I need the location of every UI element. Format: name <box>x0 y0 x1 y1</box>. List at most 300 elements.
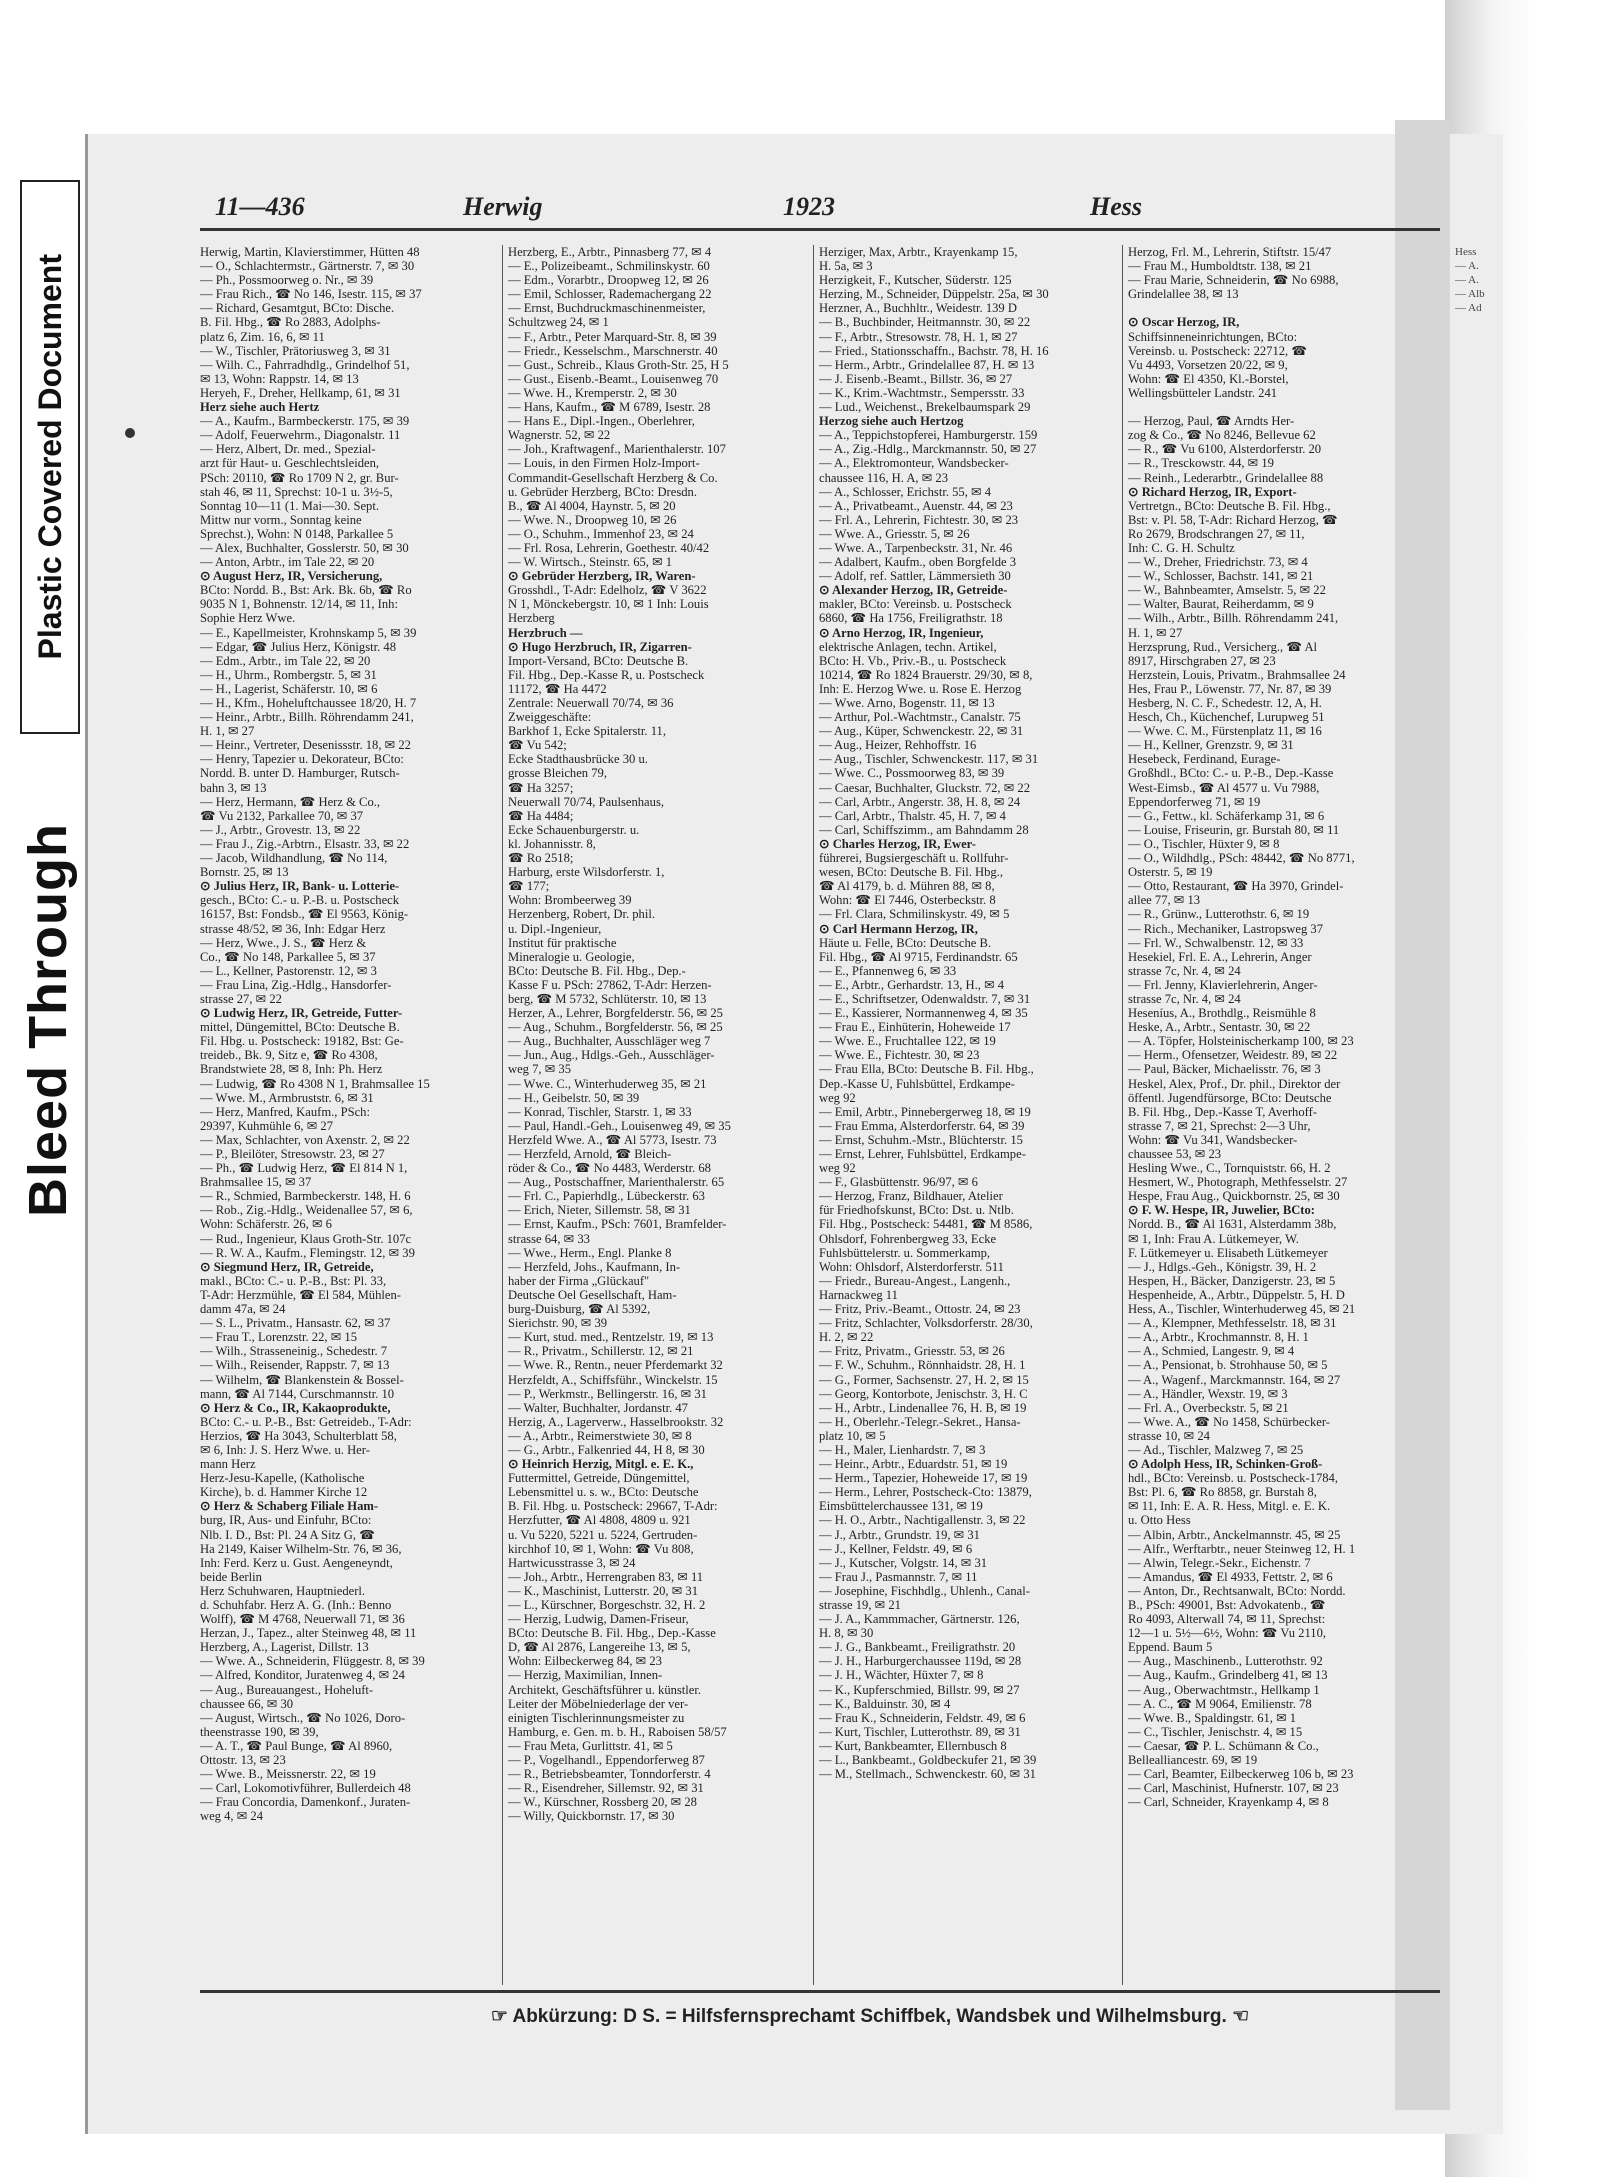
directory-entry-line: — Adolf, ref. Sattler, Lämmersieth 30 <box>819 569 1011 584</box>
directory-entry-line: — Heinr., Vertreter, Desenissstr. 18, ✉ 22 <box>200 738 411 753</box>
directory-entry-line: Herzigkeit, F., Kutscher, Süderstr. 125 <box>819 273 1012 288</box>
directory-entry-line: ⊙ Adolph Hess, IR, Schinken-Groß- <box>1128 1457 1323 1472</box>
footer-rule <box>200 1990 1440 1993</box>
directory-entry-line: — S. L., Privatm., Hansastr. 62, ✉ 37 <box>200 1316 391 1331</box>
directory-entry-line: — Ernst, Buchdruckmaschinenmeister, <box>508 301 706 316</box>
directory-entry-line: weg 4, ✉ 24 <box>200 1809 264 1824</box>
directory-entry-line: — H., Arbtr., Lindenallee 76, H. B, ✉ 19 <box>819 1400 1027 1415</box>
plastic-covered-label <box>20 180 80 734</box>
directory-entry-line: — Frau Lina, Zig.-Hdlg., Hansdorfer- <box>200 977 392 992</box>
directory-entry-line: — Herzog, Paul, ☎ Arndts Her- <box>1128 414 1295 429</box>
directory-entry-line: Heryeh, F., Dreher, Hellkamp, 61, ✉ 31 <box>200 385 401 400</box>
directory-entry-line: allee 77, ✉ 13 <box>1128 893 1201 908</box>
directory-entry-line: 6860, ☎ Ha 1756, Freiligrathstr. 18 <box>819 611 1003 626</box>
directory-entry-line: — Ernst, Kaufm., PSch: 7601, Bramfelder- <box>508 1217 727 1232</box>
directory-entry-line: — Richard, Gesamtgut, BCto: Dische. <box>200 301 395 316</box>
directory-entry-line: — L., Kellner, Pastorenstr. 12, ✉ 3 <box>200 963 377 978</box>
directory-entry-line: Deutsche Oel Gesellschaft, Ham- <box>508 1287 677 1302</box>
directory-entry-line: strasse 64, ✉ 33 <box>508 1231 590 1246</box>
directory-entry-line: u. Otto Hess <box>1128 1513 1191 1528</box>
directory-entry-line: — Wwe. C. M., Fürstenplatz 11, ✉ 16 <box>1128 724 1322 739</box>
directory-entry-line: — Frau Marie, Schneiderin, ☎ No 6988, <box>1128 273 1339 288</box>
directory-entry-line: — O., Tischler, Hüxter 9, ✉ 8 <box>1128 836 1280 851</box>
directory-entry-line: — A., Schmied, Langestr. 9, ✉ 4 <box>1128 1344 1295 1359</box>
fragment-line: — Alb <box>1455 288 1485 300</box>
directory-entry-line: — Adolf, Feuerwehrm., Diagonalstr. 11 <box>200 428 401 443</box>
directory-entry-line: — G., Former, Sachsenstr. 27, H. 2, ✉ 15 <box>819 1372 1029 1387</box>
directory-entry-line: — Jun., Aug., Hdlgs.-Geh., Ausschläger- <box>508 1048 715 1063</box>
directory-entry-line: — Aug., Bureauangest., Hoheluft- <box>200 1682 374 1697</box>
directory-entry-line: makl., BCto: C.- u. P.-B., Bst: Pl. 33, <box>200 1273 387 1288</box>
directory-entry-line: ☎ Al 4179, b. d. Mühren 88, ✉ 8, <box>819 879 995 894</box>
directory-entry-line: — Frl. Clara, Schmilinskystr. 49, ✉ 5 <box>819 907 1010 922</box>
directory-entry-line: — Herz, Wwe., J. S., ☎ Herz & <box>200 935 367 950</box>
directory-entry-line: Harnackweg 11 <box>819 1287 898 1302</box>
directory-entry-line: Großhdl., BCto: C.- u. P.-B., Dep.-Kasse <box>1128 766 1334 781</box>
directory-entry-line: Schiffsinneneinrichtungen, BCto: <box>1128 329 1298 344</box>
directory-entry-line: Bellealliancestr. 69, ✉ 19 <box>1128 1753 1258 1768</box>
directory-entry-line: — F., Arbtr., Stresowstr. 78, H. 1, ✉ 27 <box>819 329 1018 344</box>
directory-entry-line: — Fritz, Privatm., Griesstr. 53, ✉ 26 <box>819 1344 1005 1359</box>
directory-entry-line: — C., Tischler, Jenischstr. 4, ✉ 15 <box>1128 1724 1303 1739</box>
directory-entry-line: — Herm., Tapezier, Hoheweide 17, ✉ 19 <box>819 1471 1028 1486</box>
directory-entry-line: u. Vu 5220, 5221 u. 5224, Gertruden- <box>508 1527 698 1542</box>
directory-entry-line: — Paul, Bäcker, Michaelisstr. 76, ✉ 3 <box>1128 1062 1321 1077</box>
directory-entry-line: — W., Schlosser, Bachstr. 141, ✉ 21 <box>1128 569 1314 584</box>
directory-entry-line: strasse 7c, Nr. 4, ✉ 24 <box>1128 963 1241 978</box>
directory-entry-line: kl. Johannisstr. 8, <box>508 836 596 851</box>
directory-entry-line: 12—1 u. 5½—6½, Wohn: ☎ Vu 2110, <box>1128 1626 1327 1641</box>
directory-entry-line: — Frl. C., Papierhdlg., Lübeckerstr. 63 <box>508 1189 705 1204</box>
directory-entry-line: Ottostr. 13, ✉ 23 <box>200 1753 286 1768</box>
directory-entry-line: — Frau E., Einhüterin, Hoheweide 17 <box>819 1020 1011 1035</box>
directory-column-1 <box>200 245 500 1985</box>
directory-entry-line: strasse 7c, Nr. 4, ✉ 24 <box>1128 991 1241 1006</box>
directory-entry-line: — Wwe. A., ☎ No 1458, Schürbecker- <box>1128 1414 1330 1429</box>
directory-entry-line: — H., Kellner, Grenzstr. 9, ✉ 31 <box>1128 738 1294 753</box>
directory-entry-line: Eppend. Baum 5 <box>1128 1640 1213 1655</box>
directory-entry-line: stah 46, ✉ 11, Sprechst: 10-1 u. 3½-5, <box>200 484 393 499</box>
directory-entry-line: ⊙ Ludwig Herz, IR, Getreide, Futter- <box>200 1006 403 1021</box>
directory-entry-line: 9035 N 1, Bohnenstr. 12/14, ✉ 11, Inh: <box>200 597 398 612</box>
directory-entry-line: Ecke Schauenburgerstr. u. <box>508 822 640 837</box>
directory-entry-line: — H., Kfm., Hoheluftchaussee 18/20, H. 7 <box>200 696 417 710</box>
directory-entry-line: Häute u. Felle, BCto: Deutsche B. <box>819 935 992 950</box>
directory-entry-line: Ro 4093, Alterwall 74, ✉ 11, Sprechst: <box>1128 1612 1326 1627</box>
directory-entry-line: Herzer, A., Lehrer, Borgfelderstr. 56, ✉ 25 <box>508 1006 723 1021</box>
directory-entry-line: — Frl. Rosa, Lehrerin, Goethestr. 40/42 <box>508 540 710 555</box>
directory-entry-line: BCto: Nordd. B., Bst: Ark. Bk. 6b, ☎ Ro <box>200 583 412 598</box>
directory-entry-line: Herzenberg, Robert, Dr. phil. <box>508 907 656 922</box>
directory-entry-line: — Alfred, Konditor, Juratenweg 4, ✉ 24 <box>200 1668 405 1683</box>
directory-entry-line: Herzner, A., Buchhltr., Weidestr. 139 D <box>819 301 1017 316</box>
directory-entry-line: — Herzfeld, Arnold, ☎ Bleich- <box>508 1147 672 1161</box>
directory-entry-line: — Anton, Arbtr., im Tale 22, ✉ 20 <box>200 555 375 570</box>
directory-entry-line: BCto: Deutsche B. Fil. Hbg., Dep.- <box>508 963 686 978</box>
directory-entry-line: Fil. Hbg., Postscheck: 54481, ☎ M 8586, <box>819 1217 1033 1232</box>
directory-entry-line: — Joh., Arbtr., Herrengraben 83, ✉ 11 <box>508 1569 704 1584</box>
directory-entry-line: Nordd. B., ☎ Al 1631, Alsterdamm 38b, <box>1128 1217 1337 1232</box>
directory-entry-line: Eimsbüttelerchaussee 131, ✉ 19 <box>819 1499 983 1514</box>
directory-entry-line: — A., Teppichstopferei, Hamburgerstr. 159 <box>819 428 1038 443</box>
directory-entry-line: — Alfr., Werftarbtr., neuer Steinweg 12, H. 1 <box>1128 1541 1356 1556</box>
directory-entry-line: H. 2, ✉ 22 <box>819 1330 874 1345</box>
directory-entry-line: — Frau Rich., ☎ No 146, Isestr. 115, ✉ 37 <box>200 287 422 302</box>
directory-entry-line: Herz-Jesu-Kapelle, (Katholische <box>200 1471 365 1486</box>
directory-entry-line: — Heinr., Arbtr., Billh. Röhrendamm 241, <box>200 710 414 725</box>
directory-entry-line: — J., Hdlgs.-Geh., Königstr. 39, H. 2 <box>1128 1259 1317 1274</box>
directory-entry-line: Kasse F u. PSch: 27862, T-Adr: Herzen- <box>508 977 712 992</box>
directory-entry-line: — L., Bankbeamt., Goldbeckufer 21, ✉ 39 <box>819 1753 1037 1768</box>
directory-entry-line: Brahmsallee 15, ✉ 37 <box>200 1175 312 1190</box>
directory-entry-line: T-Adr: Herzmühle, ☎ El 584, Mühlen- <box>200 1287 401 1302</box>
directory-entry-line: strasse 48/52, ✉ 36, Inh: Edgar Herz <box>200 921 386 936</box>
directory-entry-line: H. 1, ✉ 27 <box>200 724 255 739</box>
directory-entry-line: — W., Bahnbeamter, Amselstr. 5, ✉ 22 <box>1128 583 1326 598</box>
directory-entry-line: — Fritz, Priv.-Beamt., Ottostr. 24, ✉ 23 <box>819 1302 1021 1317</box>
directory-entry-line: — Louis, in den Firmen Holz-Import- <box>508 456 700 471</box>
directory-entry-line: ⊙ Charles Herzog, IR, Ewer- <box>819 836 976 851</box>
directory-entry-line: ✉ 6, Inh: J. S. Herz Wwe. u. Her- <box>200 1442 370 1457</box>
directory-entry-line: berg, ☎ M 5732, Schlüterstr. 10, ✉ 13 <box>508 991 707 1006</box>
directory-entry-line: — Wilhelm, ☎ Blankenstein & Bossel- <box>200 1372 404 1387</box>
directory-entry-line: — A., Kaufm., Barmbeckerstr. 175, ✉ 39 <box>200 414 410 429</box>
directory-entry-line: Herzberg <box>508 611 555 626</box>
directory-entry-line: Hess, A., Tischler, Winterhuderweg 45, ✉ 21 <box>1128 1302 1356 1317</box>
directory-entry-line: — E., Pfannenweg 6, ✉ 33 <box>819 963 957 978</box>
directory-entry-line: — K., Kupferschmied, Billstr. 99, ✉ 27 <box>819 1682 1020 1697</box>
header-name-right: Hess <box>1090 192 1142 221</box>
header-rule <box>200 228 1440 231</box>
directory-entry-line: u. Gebrüder Herzberg, BCto: Dresdn. <box>508 484 697 499</box>
directory-entry-line: Wohn: ☎ El 4350, Kl.-Borstel, <box>1128 371 1289 386</box>
directory-entry-line: Herzstein, Louis, Privatm., Brahmsallee 24 <box>1128 667 1346 682</box>
directory-entry-line: — Jacob, Wildhandlung, ☎ No 114, <box>200 851 388 866</box>
directory-entry-line: — Wwe. Arno, Bogenstr. 11, ✉ 13 <box>819 696 995 710</box>
directory-entry-line: H. 8, ✉ 30 <box>819 1626 874 1641</box>
directory-entry-line: ☎ Vu 542; <box>508 738 567 753</box>
directory-entry-line: — R., Eisendreher, Sillemstr. 92, ✉ 31 <box>508 1781 704 1796</box>
directory-entry-line: Herzog siehe auch Hertzog <box>819 414 964 429</box>
directory-entry-line: Wohn: ☎ Vu 341, Wandsbecker- <box>1128 1132 1298 1147</box>
directory-entry-line: Bornstr. 25, ✉ 13 <box>200 865 289 880</box>
directory-entry-line: — Herz, Manfred, Kaufm., PSch: <box>200 1104 370 1119</box>
directory-entry-line: Sierichstr. 90, ✉ 39 <box>508 1316 608 1331</box>
directory-entry-line: Ohlsdorf, Fohrenbergweg 33, Ecke <box>819 1231 997 1246</box>
directory-entry-line: ⊙ Hugo Herzbruch, IR, Zigarren- <box>508 639 692 654</box>
directory-entry-line: — Reinh., Lederarbtr., Grindelallee 88 <box>1128 470 1324 485</box>
directory-entry-line: — F., Arbtr., Peter Marquard-Str. 8, ✉ 39 <box>508 329 717 344</box>
directory-entry-line: Herzing, M., Schneider, Düppelstr. 25a, ✉ 30 <box>819 287 1049 302</box>
directory-entry-line: — R., ☎ Vu 6100, Alsterdorferstr. 20 <box>1128 442 1322 457</box>
directory-entry-line: Herwig, Martin, Klavierstimmer, Hütten 48 <box>200 245 420 259</box>
directory-entry-line: B. Fil. Hbg. u. Postscheck: 29667, T-Adr: <box>508 1499 718 1514</box>
directory-entry-line: Architekt, Geschäftsführer u. künstler. <box>508 1682 702 1697</box>
directory-entry-line: zog & Co., ☎ No 8246, Bellevue 62 <box>1128 428 1316 443</box>
directory-entry-line: — Erich, Nieter, Sillemstr. 58, ✉ 31 <box>508 1203 691 1218</box>
directory-entry-line: Vereinsb. u. Postscheck: 22712, ☎ <box>1128 343 1308 358</box>
directory-entry-line: — F. W., Schuhm., Rönnhaidstr. 28, H. 1 <box>819 1358 1026 1373</box>
directory-entry-line: — H. O., Arbtr., Nachtigallenstr. 3, ✉ 22 <box>819 1513 1026 1528</box>
directory-entry-line: — A., Klempner, Methfesselstr. 18, ✉ 31 <box>1128 1316 1337 1331</box>
directory-entry-line: — Friedr., Kesselschm., Marschnerstr. 40 <box>508 343 718 358</box>
directory-entry-line: Sophie Herz Wwe. <box>200 611 296 626</box>
directory-entry-line: — R., Tresckowstr. 44, ✉ 19 <box>1128 456 1274 471</box>
directory-entry-line: — K., Krim.-Wachtmstr., Sempersstr. 33 <box>819 385 1025 400</box>
directory-entry-line: — J., Arbtr., Grovestr. 13, ✉ 22 <box>200 822 361 837</box>
directory-entry-line: Wohn: Eilbeckerweg 84, ✉ 23 <box>508 1654 662 1669</box>
directory-entry-line: ⊙ F. W. Hespe, IR, Juwelier, BCto: <box>1128 1203 1315 1218</box>
directory-entry-line: Schultzweg 24, ✉ 1 <box>508 315 609 330</box>
directory-entry-line: — Ad., Tischler, Malzweg 7, ✉ 25 <box>1128 1442 1304 1457</box>
directory-entry-line: — Wwe. R., Rentn., neuer Pferdemarkt 32 <box>508 1358 723 1373</box>
directory-entry-line: — O., Schlachtermstr., Gärtnerstr. 7, ✉ 30 <box>200 259 415 274</box>
directory-entry-line: — P., Bleilöter, Stresowstr. 23, ✉ 27 <box>200 1147 385 1161</box>
directory-entry-line: — Amandus, ☎ El 4933, Fettstr. 2, ✉ 6 <box>1128 1569 1333 1584</box>
directory-entry-line: Wagnerstr. 52, ✉ 22 <box>508 428 611 443</box>
directory-entry-line: — R., Betriebsbeamter, Tonndorferstr. 4 <box>508 1767 711 1782</box>
directory-entry-line: — Aug., Küper, Schwenckestr. 22, ✉ 31 <box>819 724 1024 739</box>
directory-entry-line: Wellingsbütteler Landstr. 241 <box>1128 385 1278 400</box>
directory-entry-line: — Friedr., Bureau-Angest., Langenh., <box>819 1273 1011 1288</box>
directory-entry-line: Mittw nur vorm., Sonntag keine <box>200 512 362 527</box>
directory-entry-line: Herzog, Frl. M., Lehrerin, Stiftstr. 15/47 <box>1128 245 1332 259</box>
directory-entry-line: — A., Pensionat, b. Strohhause 50, ✉ 5 <box>1128 1358 1328 1373</box>
directory-entry-line: Herz Schuhwaren, Hauptniederl. <box>200 1583 366 1598</box>
directory-entry-line: Hesling Wwe., C., Tornquiststr. 66, H. 2 <box>1128 1161 1331 1176</box>
directory-entry-line: — Paul, Handl.-Geh., Louisenweg 49, ✉ 35 <box>508 1118 731 1133</box>
directory-entry-line: — Rud., Ingenieur, Klaus Groth-Str. 107c <box>200 1231 412 1246</box>
directory-entry-line: Commandit-Gesellschaft Herzberg & Co. <box>508 470 718 485</box>
directory-entry-line: makler, BCto: Vereinsb. u. Postscheck <box>819 597 1012 612</box>
directory-entry-line: — A. Töpfer, Holsteinischerkamp 100, ✉ 23 <box>1128 1034 1354 1049</box>
directory-entry-line: — Aug., Heizer, Rehhoffstr. 16 <box>819 738 977 753</box>
directory-entry-line: Zweiggeschäfte: <box>508 710 592 725</box>
punch-hole <box>125 428 135 438</box>
directory-entry-line: Kirche), b. d. Hammer Kirche 12 <box>200 1485 368 1500</box>
directory-entry-line: — Herzig, Maximilian, Innen- <box>508 1668 663 1683</box>
directory-entry-line: — Aug., Kaufm., Grindelberg 41, ✉ 13 <box>1128 1668 1328 1683</box>
plastic-covered-text: Plastic Covered Document <box>31 254 68 660</box>
directory-entry-line: weg 92 <box>819 1161 856 1176</box>
directory-entry-line: — R., Grünw., Lutterothstr. 6, ✉ 19 <box>1128 907 1310 922</box>
directory-entry-line: ⊙ Carl Hermann Herzog, IR, <box>819 921 978 936</box>
directory-entry-line: — P., Vogelhandl., Eppendorferweg 87 <box>508 1753 705 1768</box>
directory-entry-line: burg-Duisburg, ☎ Al 5392, <box>508 1302 651 1317</box>
directory-entry-line: Wohn: Schäferstr. 26, ✉ 6 <box>200 1217 332 1232</box>
directory-entry-line: Herz siehe auch Hertz <box>200 400 320 415</box>
directory-entry-line: ✉ 1, Inh: Frau A. Lütkemeyer, W. <box>1128 1231 1299 1246</box>
directory-entry-line: — W., Kürschner, Rossberg 20, ✉ 28 <box>508 1795 697 1810</box>
directory-entry-line: kirchhof 10, ✉ 1, Wohn: ☎ Vu 808, <box>508 1541 694 1556</box>
directory-entry-line: — Wwe. M., Armbruststr. 6, ✉ 31 <box>200 1090 374 1105</box>
directory-entry-line: — Ernst, Schuhm.-Mstr., Blüchterstr. 15 <box>819 1132 1023 1147</box>
directory-entry-line: — Herm., Lehrer, Postscheck-Cto: 13879, <box>819 1485 1032 1500</box>
directory-entry-line: — W. Wirtsch., Steinstr. 65, ✉ 1 <box>508 555 673 570</box>
directory-entry-line: — P., Werkmstr., Bellingerstr. 16, ✉ 31 <box>508 1386 707 1401</box>
directory-entry-line: — Fried., Stationsschaffn., Bachstr. 78, H. 16 <box>819 343 1049 358</box>
directory-entry-line: — Carl, Schiffszimm., am Bahndamm 28 <box>819 822 1029 837</box>
directory-entry-line: — Carl, Schneider, Krayenkamp 4, ✉ 8 <box>1128 1795 1329 1810</box>
directory-entry-line: — R. W. A., Kaufm., Flemingstr. 12, ✉ 39 <box>200 1245 415 1260</box>
directory-entry-line: — A. T., ☎ Paul Bunge, ☎ Al 8960, <box>200 1738 393 1753</box>
directory-entry-line: N 1, Mönckebergstr. 10, ✉ 1 Inh: Louis <box>508 597 709 612</box>
directory-entry-line: Bst: v. Pl. 58, T-Adr: Richard Herzog, ☎ <box>1128 512 1338 527</box>
directory-entry-line: — J. H., Harburgerchaussee 119d, ✉ 28 <box>819 1654 1022 1669</box>
directory-entry-line: — Fritz, Schlachter, Volksdorferstr. 28/30, <box>819 1316 1033 1331</box>
directory-entry-line: — Frau Ella, BCto: Deutsche B. Fil. Hbg., <box>819 1062 1034 1077</box>
header-year: 1923 <box>783 192 835 221</box>
directory-entry-line: — H., Uhrm., Rombergstr. 5, ✉ 31 <box>200 667 377 682</box>
directory-entry-line: — Rob., Zig.-Hdlg., Weidenallee 57, ✉ 6, <box>200 1203 413 1218</box>
directory-entry-line: — Joh., Kraftwagenf., Marienthalerstr. 107 <box>508 442 726 457</box>
directory-entry-line: F. Lütkemeyer u. Elisabeth Lütkemeyer <box>1128 1245 1328 1260</box>
directory-entry-line: chaussee 66, ✉ 30 <box>200 1696 294 1711</box>
directory-entry-line: — Alwin, Telegr.-Sekr., Eichenstr. 7 <box>1128 1555 1311 1570</box>
directory-entry-line: Lebensmittel u. s. w., BCto: Deutsche <box>508 1485 699 1500</box>
directory-entry-line: — Gust., Eisenb.-Beamt., Louisenweg 70 <box>508 371 719 386</box>
directory-entry-line: — H., Lagerist, Schäferstr. 10, ✉ 6 <box>200 681 378 696</box>
directory-entry-line: — Kurt, Bankbeamter, Ellernbusch 8 <box>819 1738 1007 1753</box>
directory-entry-line: — E., Kapellmeister, Krohnskamp 5, ✉ 39 <box>200 625 417 640</box>
directory-entry-line: Hartwicusstrasse 3, ✉ 24 <box>508 1555 636 1570</box>
directory-entry-line: — Caesar, Buchhalter, Gluckstr. 72, ✉ 22 <box>819 780 1030 795</box>
directory-entry-line: PSch: 20110, ☎ Ro 1709 N 2, gr. Bur- <box>200 470 399 485</box>
directory-entry-line: — Carl, Arbtr., Angerstr. 38, H. 8, ✉ 24 <box>819 794 1021 809</box>
directory-entry-line: burg, IR, Aus- und Einfuhr, BCto: <box>200 1513 372 1528</box>
directory-entry-line: chaussee 116, H. A, ✉ 23 <box>819 470 949 485</box>
directory-entry-line: — Wwe. H., Kremperstr. 2, ✉ 30 <box>508 385 677 400</box>
directory-entry-line: einigten Tischlerinnungsmeister zu <box>508 1710 685 1725</box>
directory-entry-line: Zentrale: Neuerwall 70/74, ✉ 36 <box>508 696 674 710</box>
directory-entry-line: — Carl, Beamter, Eilbeckerweg 106 b, ✉ 23 <box>1128 1767 1354 1782</box>
directory-entry-line: — A., Arbtr., Reimerstwiete 30, ✉ 8 <box>508 1428 692 1443</box>
directory-entry-line: — Frau K., Schneiderin, Feldstr. 49, ✉ 6 <box>819 1710 1026 1725</box>
directory-entry-line: Fil. Hbg. u. Postscheck: 19182, Bst: Ge- <box>200 1034 404 1049</box>
directory-entry-line: Hesch, Ch., Küchenchef, Lurupweg 51 <box>1128 710 1325 725</box>
directory-entry-line: 29397, Kuhmühle 6, ✉ 27 <box>200 1118 333 1133</box>
directory-entry-line: — Aug., Schuhm., Borgfelderstr. 56, ✉ 25 <box>508 1020 723 1035</box>
directory-entry-line: röder & Co., ☎ No 4483, Werderstr. 68 <box>508 1161 711 1176</box>
directory-entry-line: — Henry, Tapezier u. Dekorateur, BCto: <box>200 752 404 767</box>
directory-entry-line: — Wwe. C., Possmoorweg 83, ✉ 39 <box>819 766 1005 781</box>
directory-entry-line: — Herzog, Franz, Bildhauer, Atelier <box>819 1189 1003 1204</box>
directory-entry-line: Hesmert, W., Photograph, Methfesselstr. 27 <box>1128 1175 1348 1190</box>
directory-entry-line: — Frau T., Lorenzstr. 22, ✉ 15 <box>200 1330 357 1345</box>
page-ref: 11—436 <box>215 192 305 221</box>
directory-entry-line: — B., Buchbinder, Heitmannstr. 30, ✉ 22 <box>819 315 1031 330</box>
directory-entry-line: mittel, Düngemittel, BCto: Deutsche B. <box>200 1020 400 1035</box>
fragment-line: — Ad <box>1455 302 1482 314</box>
directory-entry-line: D, ☎ Al 2876, Langereihe 13, ✉ 5, <box>508 1640 691 1655</box>
column-divider <box>1122 245 1123 1985</box>
directory-entry-line: — Wilh. C., Fahrradhdlg., Grindelhof 51, <box>200 357 410 372</box>
directory-entry-line: Futtermittel, Getreide, Düngemittel, <box>508 1471 690 1486</box>
directory-entry-line: — A. C., ☎ M 9064, Emilienstr. 78 <box>1128 1696 1312 1711</box>
directory-entry-line: — Wwe. E., Fichtestr. 30, ✉ 23 <box>819 1048 980 1063</box>
directory-entry-line: Herzfeld Wwe. A., ☎ Al 5773, Isestr. 73 <box>508 1132 717 1147</box>
directory-entry-line: — Wilh., Reisender, Rappstr. 7, ✉ 13 <box>200 1358 390 1373</box>
directory-entry-line: B., ☎ Al 4004, Haynstr. 5, ✉ 20 <box>508 498 676 513</box>
directory-entry-line: — Willy, Quickbornstr. 17, ✉ 30 <box>508 1809 675 1824</box>
directory-entry-line: Nlb. I. D., Bst: Pl. 24 A Sitz G, ☎ <box>200 1527 375 1542</box>
directory-entry-line: — Aug., Maschinenb., Lutterothstr. 92 <box>1128 1654 1323 1669</box>
directory-entry-line: Herziger, Max, Arbtr., Krayenkamp 15, <box>819 245 1018 259</box>
directory-entry-line: für Friedhofskunst, BCto: Dst. u. Ntlb. <box>819 1203 1014 1218</box>
directory-entry-line: — Aug., Tischler, Schwenckestr. 117, ✉ 31 <box>819 752 1039 767</box>
directory-entry-line: — Max, Schlachter, von Axenstr. 2, ✉ 22 <box>200 1132 410 1147</box>
directory-entry-line: — Carl, Arbtr., Thalstr. 45, H. 7, ✉ 4 <box>819 808 1006 823</box>
directory-column-4 <box>1128 245 1438 1985</box>
directory-entry-line: — Herz, Hermann, ☎ Herz & Co., <box>200 794 381 809</box>
directory-entry-line: — Rich., Mechaniker, Lastropsweg 37 <box>1128 921 1323 936</box>
directory-entry-line: — Wilh., Arbtr., Billh. Röhrendamm 241, <box>1128 611 1339 626</box>
directory-entry-line: führerei, Bugsiergeschäft u. Rollfuhr- <box>819 851 1009 866</box>
directory-entry-line: strasse 19, ✉ 21 <box>819 1598 901 1612</box>
directory-entry-line: — E., Arbtr., Gerhardstr. 13, H., ✉ 4 <box>819 977 1005 992</box>
directory-entry-line: Institut für praktische <box>508 935 617 950</box>
directory-entry-line: — A., Privatbeamt., Auenstr. 44, ✉ 23 <box>819 498 1013 513</box>
adjacent-page-fragment <box>1455 245 1485 315</box>
directory-entry-line: — Alex, Buchhalter, Gosslerstr. 50, ✉ 30 <box>200 540 409 555</box>
directory-entry-line: platz 10, ✉ 5 <box>819 1428 886 1443</box>
directory-entry-line: — H., Oberlehr.-Telegr.-Sekret., Hansa- <box>819 1414 1021 1429</box>
directory-entry-line: Hesekiel, Frl. E. A., Lehrerin, Anger <box>1128 949 1312 964</box>
directory-entry-line: Wohn: ☎ El 7446, Osterbeckstr. 8 <box>819 893 996 908</box>
directory-entry-line: — Albin, Arbtr., Anckelmannstr. 45, ✉ 25 <box>1128 1527 1341 1542</box>
directory-entry-line: theenstrasse 190, ✉ 39, <box>200 1724 319 1739</box>
directory-entry-line: strasse 10, ✉ 24 <box>1128 1428 1210 1443</box>
directory-entry-line: — Aug., Buchhalter, Ausschläger weg 7 <box>508 1034 711 1049</box>
directory-entry-line: — M., Stellmach., Schwenckestr. 60, ✉ 31 <box>819 1767 1036 1782</box>
directory-entry-line: — Emil, Schlosser, Rademachergang 22 <box>508 287 712 302</box>
directory-entry-line: 16157, Bst: Fondsb., ☎ El 9563, König- <box>200 907 409 922</box>
directory-entry-line: 11172, ☎ Ha 4472 <box>508 681 607 696</box>
directory-entry-line: — Frl. A., Overbeckstr. 5, ✉ 21 <box>1128 1400 1289 1415</box>
directory-entry-line: Vu 4493, Vorsetzen 20/22, ✉ 9, <box>1128 357 1288 372</box>
directory-entry-line: — Frl. A., Lehrerin, Fichtestr. 30, ✉ 23 <box>819 512 1019 527</box>
directory-entry-line: — Wwe. A., Tarpenbeckstr. 31, Nr. 46 <box>819 540 1013 555</box>
directory-entry-line: Sonntag 10—11 (1. Mai—30. Sept. <box>200 498 379 513</box>
directory-entry-line: elektrische Anlagen, techn. Artikel, <box>819 639 997 654</box>
directory-entry-line: ⊙ Herz & Co., IR, Kakaoprodukte, <box>200 1400 391 1415</box>
directory-entry-line: ⊙ Oscar Herzog, IR, <box>1128 315 1240 330</box>
directory-entry-line: — J. G., Bankbeamt., Freiligrathstr. 20 <box>819 1640 1016 1655</box>
directory-entry-line: Eppendorferweg 71, ✉ 19 <box>1128 794 1261 809</box>
directory-entry-line: — H., Maler, Lienhardstr. 7, ✉ 3 <box>819 1442 986 1457</box>
directory-entry-line: — Ernst, Lehrer, Fuhlsbüttel, Erdkampe- <box>819 1147 1026 1161</box>
directory-entry-line <box>1128 301 1438 315</box>
directory-entry-line: — Wwe. B., Spaldingstr. 61, ✉ 1 <box>1128 1710 1297 1725</box>
directory-entry-line: H. 5a, ✉ 3 <box>819 259 873 274</box>
directory-entry-line: — A., Wagenf., Marckmannstr. 164, ✉ 27 <box>1128 1372 1341 1387</box>
directory-entry-line: — Caesar, ☎ P. L. Schümann & Co., <box>1128 1738 1319 1753</box>
directory-entry-line: — Edgar, ☎ Julius Herz, Königstr. 48 <box>200 639 397 654</box>
directory-entry-line: ⊙ Alexander Herzog, IR, Getreide- <box>819 583 1008 598</box>
directory-entry-line: weg 92 <box>819 1090 856 1105</box>
directory-entry-line: — Anton, Dr., Rechtsanwalt, BCto: Nordd. <box>1128 1583 1346 1598</box>
directory-entry-line: — Aug., Oberwachtmstr., Hellkamp 1 <box>1128 1682 1320 1697</box>
directory-entry-line: — Walter, Buchhalter, Jordanstr. 47 <box>508 1400 688 1415</box>
directory-entry-line: — Heinr., Arbtr., Eduardstr. 51, ✉ 19 <box>819 1457 1008 1472</box>
directory-entry-line: ✉ 13, Wohn: Rappstr. 14, ✉ 13 <box>200 371 359 386</box>
bleed-through-label <box>20 740 76 1300</box>
directory-entry-line: — Wwe., Herm., Engl. Planke 8 <box>508 1245 672 1260</box>
directory-entry-line: — A., Schlosser, Erichstr. 55, ✉ 4 <box>819 484 992 499</box>
directory-entry-line: ⊙ Arno Herzog, IR, Ingenieur, <box>819 625 984 640</box>
directory-entry-line: ⊙ Julius Herz, IR, Bank- u. Lotterie- <box>200 879 400 894</box>
directory-entry-line: B., PSch: 49001, Bst: Advokatenb., ☎ <box>1128 1598 1326 1612</box>
